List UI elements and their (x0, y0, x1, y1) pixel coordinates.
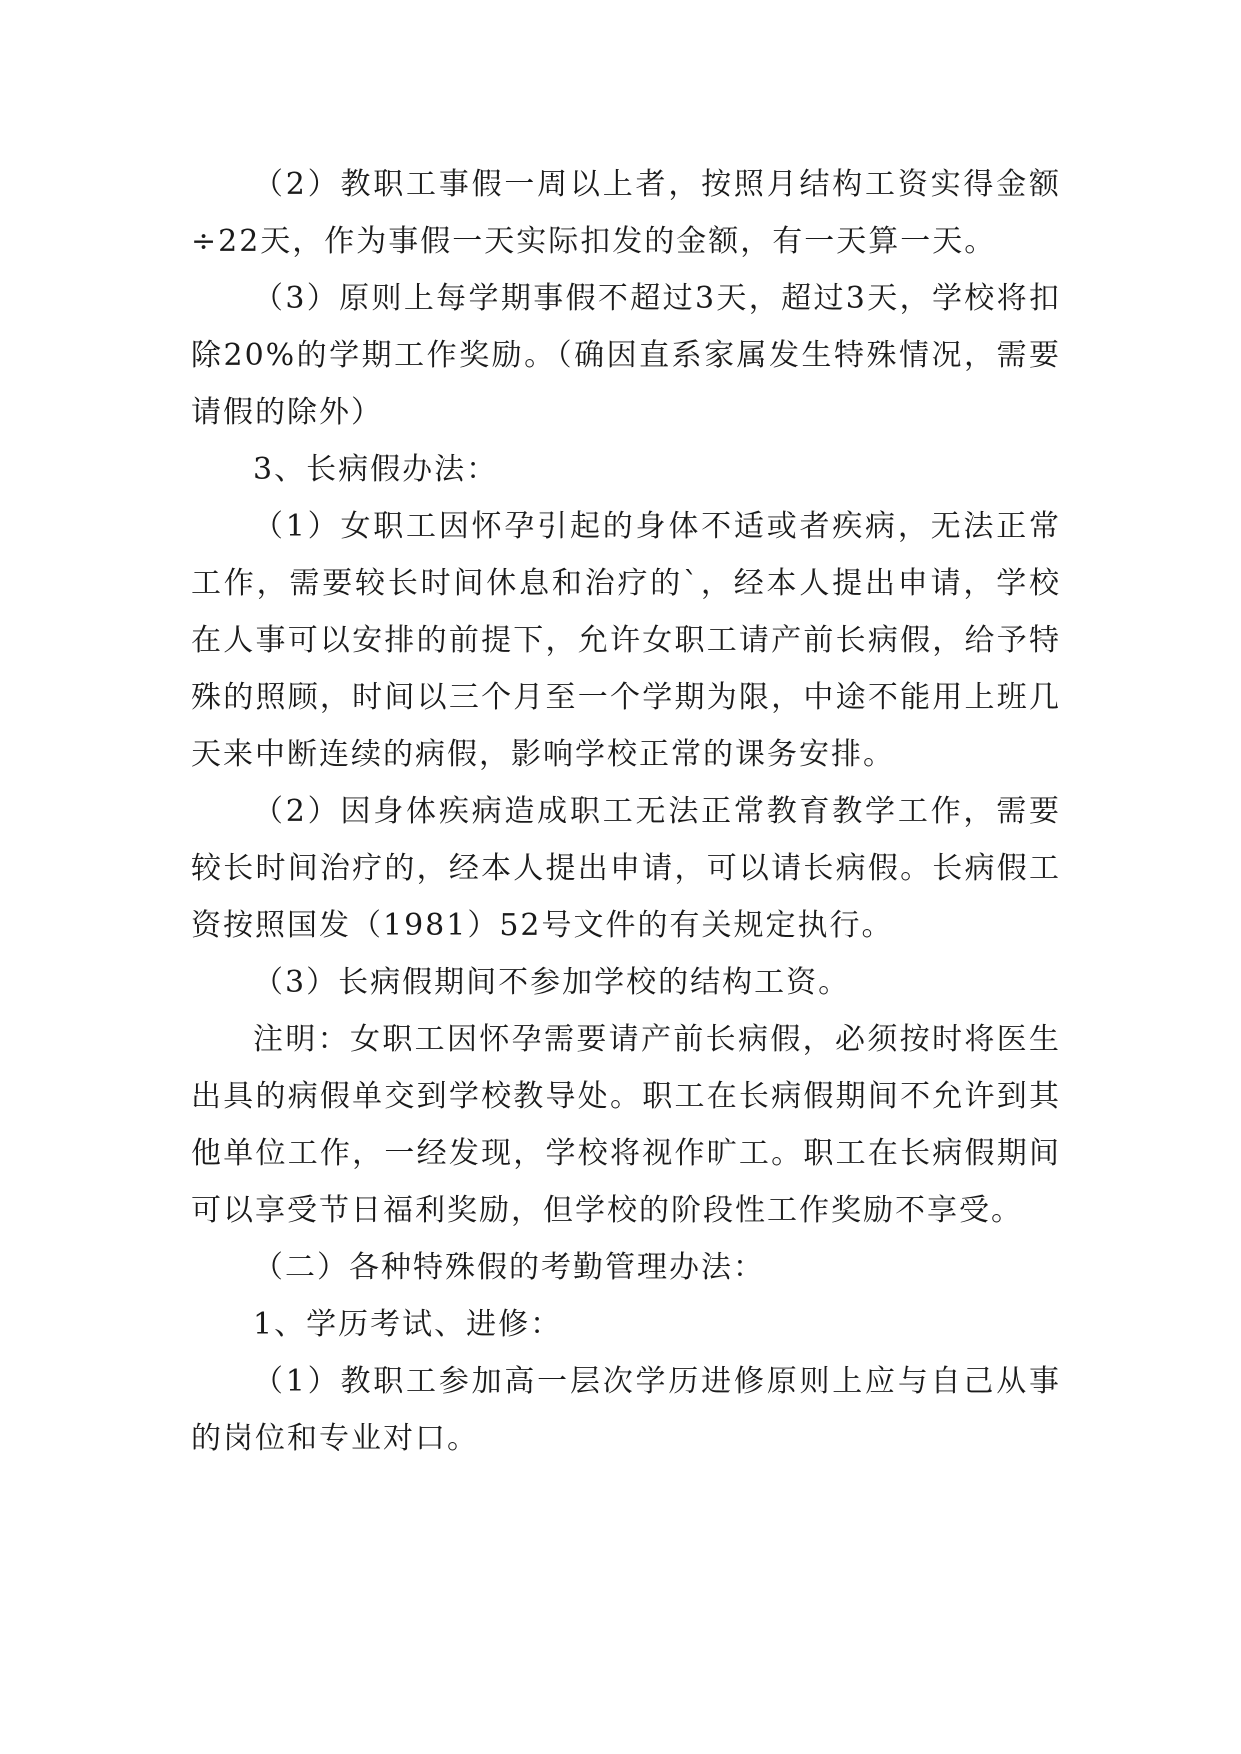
paragraph-further-study: （1）教职工参加高一层次学历进修原则上应与自己从事的岗位和专业对口。 (191, 1364, 1061, 1456)
heading-special-leave: （二）各种特殊假的考勤管理办法： (253, 1250, 765, 1285)
paragraph-personal-leave-over-week: （2）教职工事假一周以上者，按照月结构工资实得金额÷22天，作为事假一天实际扣发的金额，有一天算一天。 (191, 167, 1061, 259)
paragraph-illness-leave: （2）因身体疾病造成职工无法正常教育教学工作，需要较长时间治疗的，经本人提出申请，可以请长病假。长病假工资按照国发（1981）52号文件的有关规定执行。 (191, 794, 1061, 943)
paragraph-structural-wage: （3）长病假期间不参加学校的结构工资。 (253, 965, 851, 1000)
heading-long-sick-leave: 3、长病假办法： (253, 452, 499, 487)
heading-education-exam: 1、学历考试、进修： (253, 1307, 563, 1342)
paragraph-note: 注明：女职工因怀孕需要请产前长病假，必须按时将医生出具的病假单交到学校教导处。职工在长病假期间不允许到其他单位工作，一经发现，学校将视作旷工。职工在长病假期间可以享受节日福利奖励，但学校的阶段性工作奖励不享受。 (191, 1022, 1061, 1228)
document-body (191, 156, 1061, 1467)
paragraph-pregnancy-leave: （1）女职工因怀孕引起的身体不适或者疾病，无法正常工作，需要较长时间休息和治疗的`，经本人提出申请，学校在人事可以安排的前提下，允许女职工请产前长病假，给予特殊的照顾，时间以三个月至一个学期为限，中途不能用上班几天来中断连续的病假，影响学校正常的课务安排。 (191, 509, 1061, 772)
paragraph-personal-leave-limit: （3）原则上每学期事假不超过3天，超过3天，学校将扣除20%的学期工作奖励。（确因直系家属发生特殊情况，需要请假的除外） (191, 281, 1061, 430)
